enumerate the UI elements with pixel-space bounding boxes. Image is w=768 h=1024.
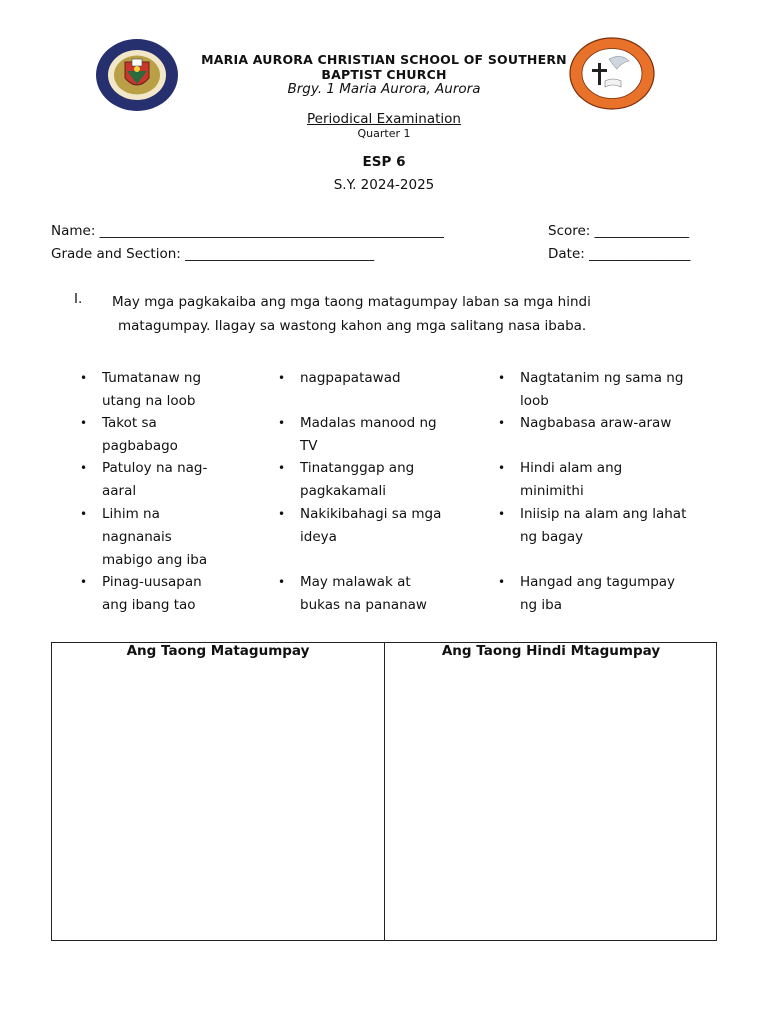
- item-line: mabigo ang iba: [102, 552, 208, 568]
- item-line: Hangad ang tagumpay: [520, 574, 676, 590]
- bullet-icon: •: [498, 416, 506, 430]
- item-line: nagnanais: [102, 529, 172, 545]
- list-item: [498, 503, 720, 549]
- item-line: Nagbabasa araw-araw: [520, 415, 672, 431]
- instruction-line-2: matagumpay. Ilagay sa wastong kahon ang mga salitang nasa ibaba.: [118, 317, 587, 334]
- item-line: Nakikibahagi sa mga: [300, 506, 442, 522]
- school-address: Brgy. 1 Maria Aurora, Aurora: [287, 81, 481, 97]
- item-line: TV: [300, 438, 318, 454]
- bullet-icon: •: [80, 371, 88, 385]
- list-item: [80, 412, 252, 458]
- quarter-label: Quarter 1: [357, 127, 411, 140]
- item-line: nagpapatawad: [300, 370, 401, 386]
- item-line: ng bagay: [520, 529, 584, 545]
- bullet-icon: •: [80, 575, 88, 589]
- name-field: Name: ___________________________________________________: [51, 223, 444, 239]
- instruction-text: [112, 291, 702, 338]
- item-line: Hindi alam ang: [520, 460, 623, 476]
- bullet-icon: •: [498, 575, 506, 589]
- list-item: [278, 571, 470, 617]
- list-item: [278, 503, 470, 549]
- maria-aurora-christian-school-logo: [569, 37, 655, 110]
- instruction-number: I.: [74, 291, 83, 307]
- item-line: minimithi: [520, 483, 584, 499]
- list-item: [498, 367, 720, 413]
- bullet-icon: •: [278, 575, 286, 589]
- bullet-icon: •: [498, 371, 506, 385]
- item-line: Patuloy na nag-: [102, 460, 208, 476]
- item-line: ideya: [300, 529, 337, 545]
- item-line: ng iba: [520, 597, 563, 613]
- item-line: Lihim na: [102, 506, 160, 522]
- list-item: [278, 412, 470, 458]
- item-line: pagkakamali: [300, 483, 387, 499]
- header-hindi-matagumpay: Ang Taong Hindi Mtagumpay: [441, 643, 661, 659]
- list-item: [80, 457, 252, 503]
- bullet-icon: •: [498, 507, 506, 521]
- header-matagumpay: Ang Taong Matagumpay: [126, 643, 310, 659]
- grade-section-field: Grade and Section: ____________________________: [51, 246, 375, 262]
- item-line: Tumatanaw ng: [102, 370, 202, 386]
- item-line: Pinag-uusapan: [102, 574, 202, 590]
- list-item: [80, 367, 252, 413]
- bullet-icon: •: [80, 416, 88, 430]
- answer-table: [51, 642, 717, 941]
- bullet-icon: •: [80, 461, 88, 475]
- item-line: Takot sa: [102, 415, 157, 431]
- subject-title: ESP 6: [362, 154, 406, 170]
- schools-division-seal-logo: [95, 38, 179, 112]
- item-line: aaral: [102, 483, 137, 499]
- bullet-icon: •: [80, 507, 88, 521]
- item-line: Iniisip na alam ang lahat: [520, 506, 687, 522]
- instruction-line-1: May mga pagkakaiba ang mga taong matagumpay laban sa mga hindi: [112, 294, 591, 310]
- list-item: [498, 412, 720, 435]
- list-item: [498, 457, 720, 503]
- date-field: Date: _______________: [548, 246, 691, 262]
- list-item: [80, 503, 252, 572]
- item-line: May malawak at: [300, 574, 411, 590]
- item-line: loob: [520, 393, 549, 409]
- bullet-icon: •: [278, 461, 286, 475]
- bullet-icon: •: [278, 416, 286, 430]
- item-line: bukas na pananaw: [300, 597, 427, 613]
- school-name: MARIA AURORA CHRISTIAN SCHOOL OF SOUTHERN BAPTIST CHURCH: [201, 52, 567, 82]
- item-line: ang ibang tao: [102, 597, 196, 613]
- list-item: [278, 457, 470, 503]
- bullet-icon: •: [278, 507, 286, 521]
- item-line: Tinatanggap ang: [300, 460, 415, 476]
- exam-title: [200, 111, 568, 127]
- score-field: Score: ______________: [548, 223, 690, 239]
- bullet-icon: •: [278, 371, 286, 385]
- item-line: pagbabago: [102, 438, 178, 454]
- item-line: Madalas manood ng: [300, 415, 437, 431]
- list-item: [278, 367, 470, 390]
- list-item: [80, 571, 252, 617]
- item-line: utang na loob: [102, 393, 196, 409]
- bullet-icon: •: [498, 461, 506, 475]
- list-item: [498, 571, 720, 617]
- exam-title-text: Periodical Examination: [307, 111, 461, 127]
- table-divider: [384, 643, 385, 940]
- item-line: Nagtatanim ng sama ng: [520, 370, 684, 386]
- school-year: S.Y. 2024-2025: [333, 177, 435, 193]
